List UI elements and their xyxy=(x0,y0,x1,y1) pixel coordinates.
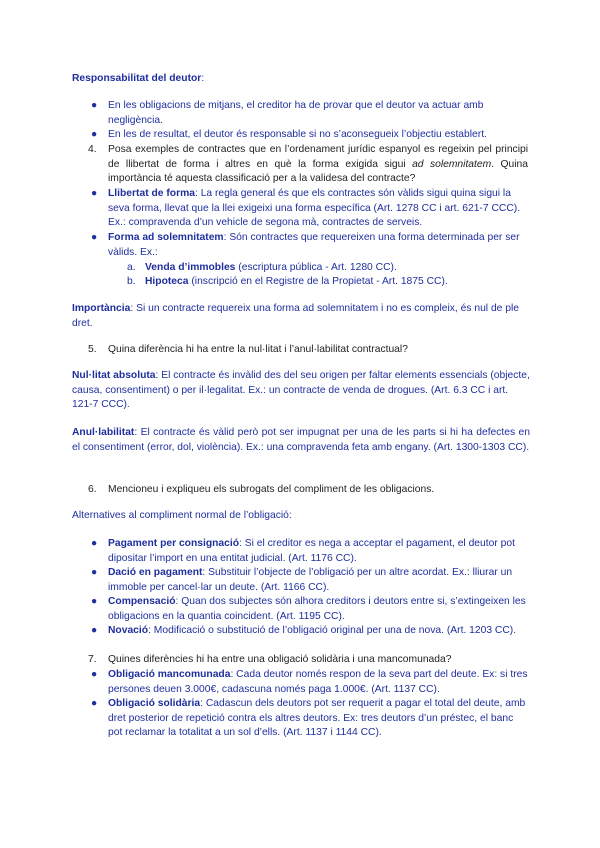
list-item: ● Llibertat de forma: La regla general és que els contractes són vàlids sigui quina sigui la seva forma, llevat que la llei exigeixi una forma específica (Art. 1278 CC i art. 621-7 CCC). Ex.: compravenda d’un vehicle de segona mà, contractes de serveis. xyxy=(91,188,521,229)
bullet-icon: ● xyxy=(91,188,98,199)
list-item: ● Obligació solidària: Cadascun dels deutors pot ser requerit a pagar el total del deute, amb dret posterior de repetició contra els altres deutors. Ex: tres deutors d’un préstec, el banc pot reclamar la totalitat a un sol d’ells. (Art. 1137 i 1144 CC). xyxy=(91,698,526,739)
list-item: ● Dació en pagament: Substituir l’objecte de l’obligació per un altre acordat. Ex.: lliurar un immoble per cancel·lar un deute. (Art. 1166 CC). xyxy=(91,567,513,593)
bullet-icon: ● xyxy=(91,669,98,680)
list-item: ● Novació: Modificació o substitució de l’obligació original per una de nova. (Art. 1203 CC). xyxy=(108,624,528,639)
alternatives-intro: Alternatives al compliment normal de l’obligació: xyxy=(72,510,292,521)
question-6: 6. Mencioneu i expliqueu els subrogats del compliment de les obligacions. xyxy=(88,484,435,495)
list-item: ● En les de resultat, el deutor és responsable si no s’aconsegueix l’objectiu establert. xyxy=(108,128,528,143)
question-7: 7. Quines diferències hi ha entre una obligació solidària i una mancomunada? xyxy=(88,654,452,665)
list-item: ● Compensació: Quan dos subjectes són alhora creditors i deutors entre si, s’extingeixen les obligacions en la quantia coincident. (Art. 1195 CC). xyxy=(91,596,526,622)
list-item: ● Forma ad solemnitatem: Són contractes que requereixen una forma determinada per ser vàlids. Ex.: xyxy=(91,232,520,258)
question-4: 4. Posa exemples de contractes que en l’ordenament jurídic espanyol es regeixin pel principi de llibertat de forma i altres en què la forma exigida sigui ad solemnitatem. Quina importància té aquesta classificació per a la validesa del contracte? xyxy=(88,144,528,185)
nullity-paragraph: Nul·litat absoluta: El contracte és invàlid des del seu origen per faltar elements essencials (objecte, causa, consentiment) o per il·legalitat. Ex.: un contracte de venda de drogues. (Art. 6.3 CC i art. 121-7 CCC). xyxy=(72,370,530,411)
bullet-icon: ● xyxy=(91,232,98,243)
bullet-icon: ● xyxy=(91,100,98,111)
section-heading-responsabilitat: Responsabilitat del deutor: xyxy=(72,73,205,84)
bullet-icon: ● xyxy=(91,596,98,607)
sub-list-item: b. Hipoteca (inscripció en el Registre de la Propietat - Art. 1875 CC). xyxy=(127,276,448,287)
question-5: 5. Quina diferència hi ha entre la nul·litat i l’anul·labilitat contractual? xyxy=(88,344,408,355)
sub-list-item: a. Venda d’immobles (escriptura pública - Art. 1280 CC). xyxy=(127,262,397,273)
list-item: ● Obligació mancomunada: Cada deutor només respon de la seva part del deute. Ex: si tres persones deuen 3.000€, cadascuna només paga 1.000€. (Art. 1137 CC). xyxy=(91,669,528,695)
annulability-paragraph: Anul·labilitat: El contracte és vàlid però pot ser impugnat per una de les parts si hi ha defectes en el consentiment (error, dol, violència). Ex.: una compravenda feta amb engany. (Art. 1300-1303 CC). xyxy=(72,427,530,453)
list-item: ● En les obligacions de mitjans, el creditor ha de provar que el deutor va actuar amb negligència. xyxy=(91,100,484,126)
list-item: ● Pagament per consignació: Si el creditor es nega a acceptar el pagament, el deutor pot dipositar l’import en una entitat judicial. (Art. 1176 CC). xyxy=(91,538,515,564)
bullet-icon: ● xyxy=(91,129,98,140)
bullet-icon: ● xyxy=(91,625,98,636)
bullet-icon: ● xyxy=(91,698,98,709)
importance-paragraph: Importància: Si un contracte requereix una forma ad solemnitatem i no es compleix, és nul de ple dret. xyxy=(72,303,520,329)
bullet-icon: ● xyxy=(91,567,98,578)
bullet-icon: ● xyxy=(91,538,98,549)
